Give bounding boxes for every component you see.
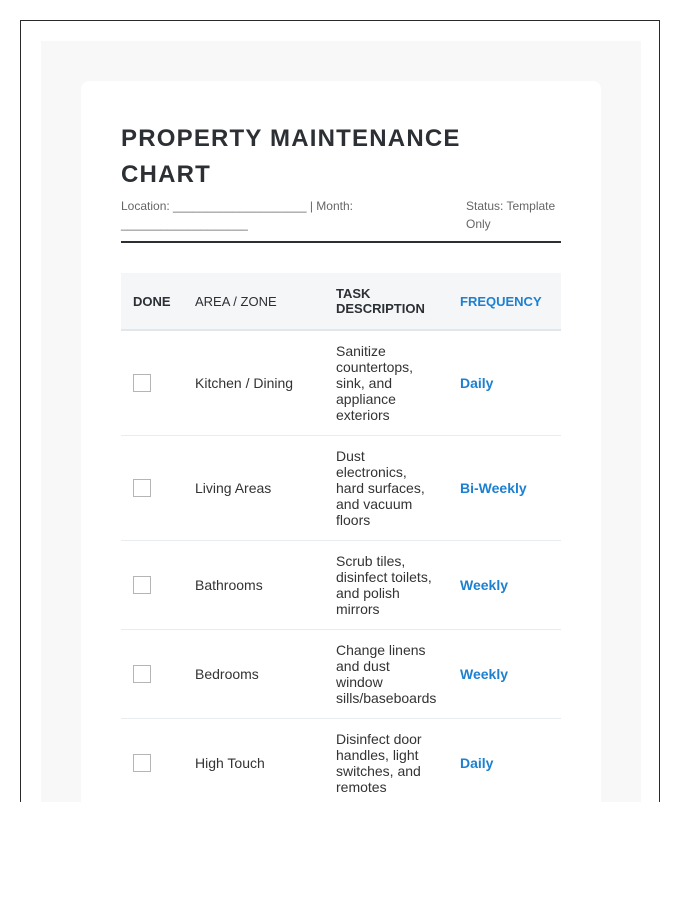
table-row (121, 630, 561, 719)
done-checkbox[interactable] (133, 754, 151, 772)
table-row (121, 330, 561, 436)
title-divider (121, 241, 561, 243)
area-cell: Kitchen / Dining (183, 330, 324, 436)
maintenance-table (121, 273, 561, 802)
table-row (121, 436, 561, 541)
done-cell (121, 541, 183, 630)
status-label: Status: Template Only (466, 199, 556, 231)
page-frame (20, 20, 660, 802)
page-backdrop (41, 41, 641, 802)
task-cell: Sanitize countertops, sink, and appliance exteriors (324, 330, 448, 436)
frequency-cell: Weekly (448, 541, 561, 630)
done-cell (121, 436, 183, 541)
done-checkbox[interactable] (133, 665, 151, 683)
done-cell (121, 330, 183, 436)
header-area: AREA / ZONE (183, 273, 324, 330)
header-done: DONE (121, 273, 183, 330)
table-row (121, 541, 561, 630)
task-cell: Disinfect door handles, light switches, and remotes (324, 719, 448, 803)
frequency-cell: Daily (448, 719, 561, 803)
area-cell: High Touch (183, 719, 324, 803)
done-cell (121, 719, 183, 803)
header-frequency: FREQUENCY (448, 273, 561, 330)
task-cell: Dust electronics, hard surfaces, and vacuum floors (324, 436, 448, 541)
header-task: TASK DESCRIPTION (324, 273, 448, 330)
done-cell (121, 630, 183, 719)
table-row (121, 719, 561, 803)
frequency-cell: Daily (448, 330, 561, 436)
page-title: PROPERTY MAINTENANCE CHART (121, 125, 461, 188)
done-checkbox[interactable] (133, 576, 151, 594)
done-checkbox[interactable] (133, 374, 151, 392)
area-cell: Bathrooms (183, 541, 324, 630)
task-cell: Scrub tiles, disinfect toilets, and polish mirrors (324, 541, 448, 630)
table-header-row (121, 273, 561, 330)
document-content (121, 121, 561, 802)
frequency-cell: Weekly (448, 630, 561, 719)
area-cell: Bedrooms (183, 630, 324, 719)
task-cell: Change linens and dust window sills/baseboards (324, 630, 448, 719)
document-card (81, 81, 601, 802)
done-checkbox[interactable] (133, 479, 151, 497)
document-meta (121, 197, 561, 233)
frequency-cell: Bi-Weekly (448, 436, 561, 541)
location-month-fields: Location: ____________________ | Month: ___________________ (121, 199, 353, 231)
area-cell: Living Areas (183, 436, 324, 541)
